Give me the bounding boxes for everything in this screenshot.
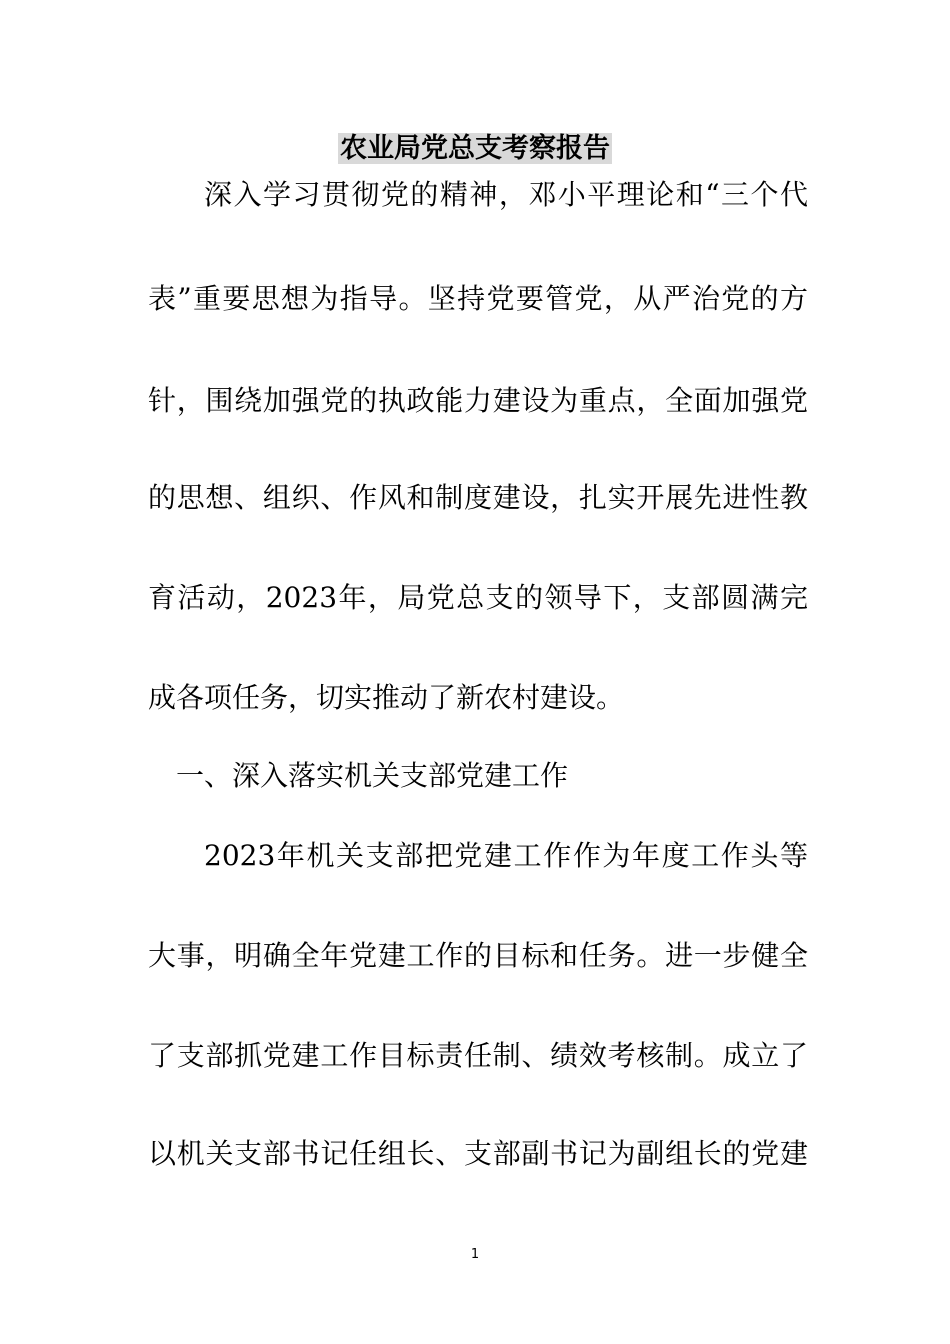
paragraph-line-5: 育活动，2023年，局党总支的领导下，支部圆满完	[148, 581, 808, 614]
paragraph-line-2: 表”重要思想为指导。坚持党要管党，从严治党的方	[148, 282, 808, 315]
paragraph-line-8: 大事，明确全年党建工作的目标和任务。进一步健全	[148, 939, 808, 972]
paragraph-line-7: 2023年机关支部把党建工作作为年度工作头等	[204, 839, 808, 872]
paragraph-line-4: 的思想、组织、作风和制度建设，扎实开展先进性教	[148, 481, 808, 514]
paragraph-line-3: 针，围绕加强党的执政能力建设为重点，全面加强党	[148, 384, 808, 417]
paragraph-line-1: 深入学习贯彻党的精神，邓小平理论和“三个代	[204, 178, 808, 211]
paragraph-line-9: 了支部抓党建工作目标责任制、绩效考核制。成立了	[148, 1039, 808, 1072]
paragraph-line-10: 以机关支部书记任组长、支部副书记为副组长的党建	[148, 1137, 808, 1170]
document-title	[0, 131, 950, 167]
document-title-text: 农业局党总支考察报告	[340, 133, 610, 164]
paragraph-line-6: 成各项任务，切实推动了新农村建设。	[148, 681, 625, 714]
section-heading: 一、深入落实机关支部党建工作	[176, 759, 569, 792]
page-number: 1	[470, 1247, 480, 1262]
